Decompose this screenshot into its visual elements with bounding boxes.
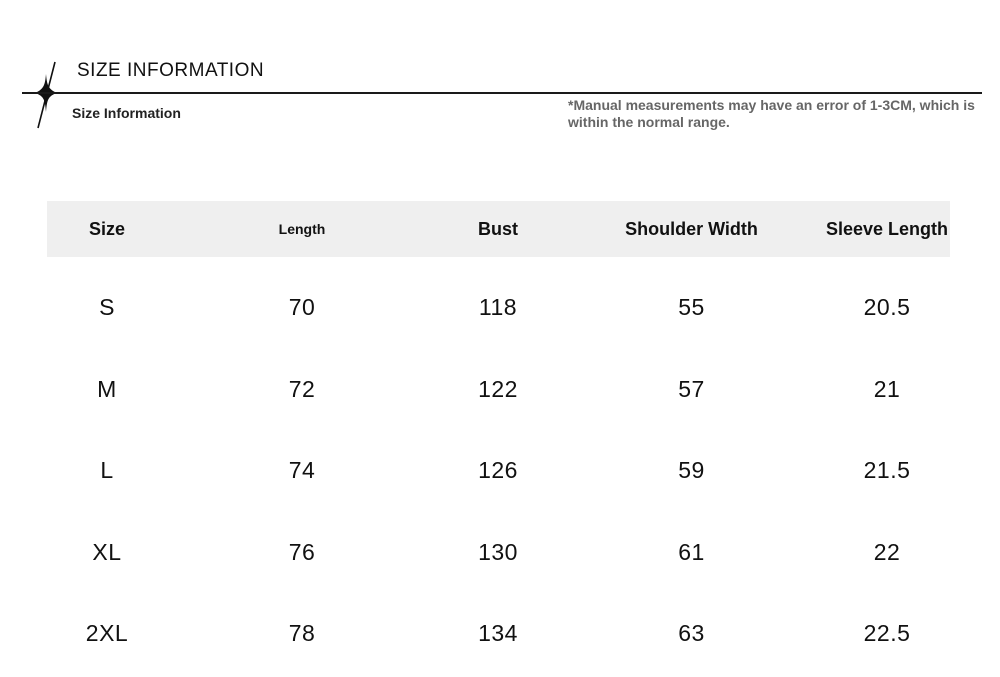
cell-size: L [100, 457, 114, 484]
column-header-sleeve-length: Sleeve Length [825, 218, 949, 239]
cell-bust: 130 [478, 538, 518, 565]
cell-length: 76 [288, 538, 316, 565]
cell-shoulder-width: 57 [678, 375, 705, 402]
cell-sleeve-length: 20.5 [863, 294, 911, 321]
cell-bust: 118 [478, 294, 518, 321]
sparkle-star-icon [30, 60, 66, 130]
page-subtitle: Size Information [72, 105, 181, 121]
cell-sleeve-length: 22 [873, 538, 901, 565]
table-header [47, 201, 950, 257]
cell-length: 74 [288, 457, 316, 484]
cell-sleeve-length: 21 [873, 375, 901, 402]
cell-length: 78 [288, 620, 316, 647]
page-title: SIZE INFORMATION [77, 60, 265, 81]
table-row [47, 267, 950, 349]
table-row [47, 349, 950, 431]
cell-length: 70 [288, 294, 316, 321]
column-header-bust: Bust [478, 218, 518, 239]
table-row [47, 512, 950, 594]
cell-size: XL [92, 538, 122, 565]
column-header-shoulder-width: Shoulder Width [625, 218, 758, 239]
cell-shoulder-width: 63 [678, 620, 705, 647]
cell-shoulder-width: 59 [678, 457, 705, 484]
size-table [47, 201, 950, 675]
table-row [47, 593, 950, 675]
cell-bust: 126 [478, 457, 518, 484]
table-body [47, 267, 950, 675]
column-header-length: Length [278, 221, 326, 237]
cell-bust: 122 [478, 375, 518, 402]
measurement-note: *Manual measurements may have an error of 1-3CM, which is within the normal range. [568, 97, 975, 130]
cell-size: M [97, 375, 117, 402]
cell-bust: 134 [478, 620, 518, 647]
cell-size: 2XL [85, 620, 129, 647]
header-divider [22, 92, 982, 94]
cell-shoulder-width: 61 [678, 538, 705, 565]
cell-length: 72 [288, 375, 316, 402]
cell-sleeve-length: 22.5 [863, 620, 911, 647]
table-row [47, 430, 950, 512]
cell-shoulder-width: 55 [678, 294, 705, 321]
cell-sleeve-length: 21.5 [863, 457, 911, 484]
column-header-size: Size [88, 218, 126, 239]
cell-size: S [99, 294, 115, 321]
